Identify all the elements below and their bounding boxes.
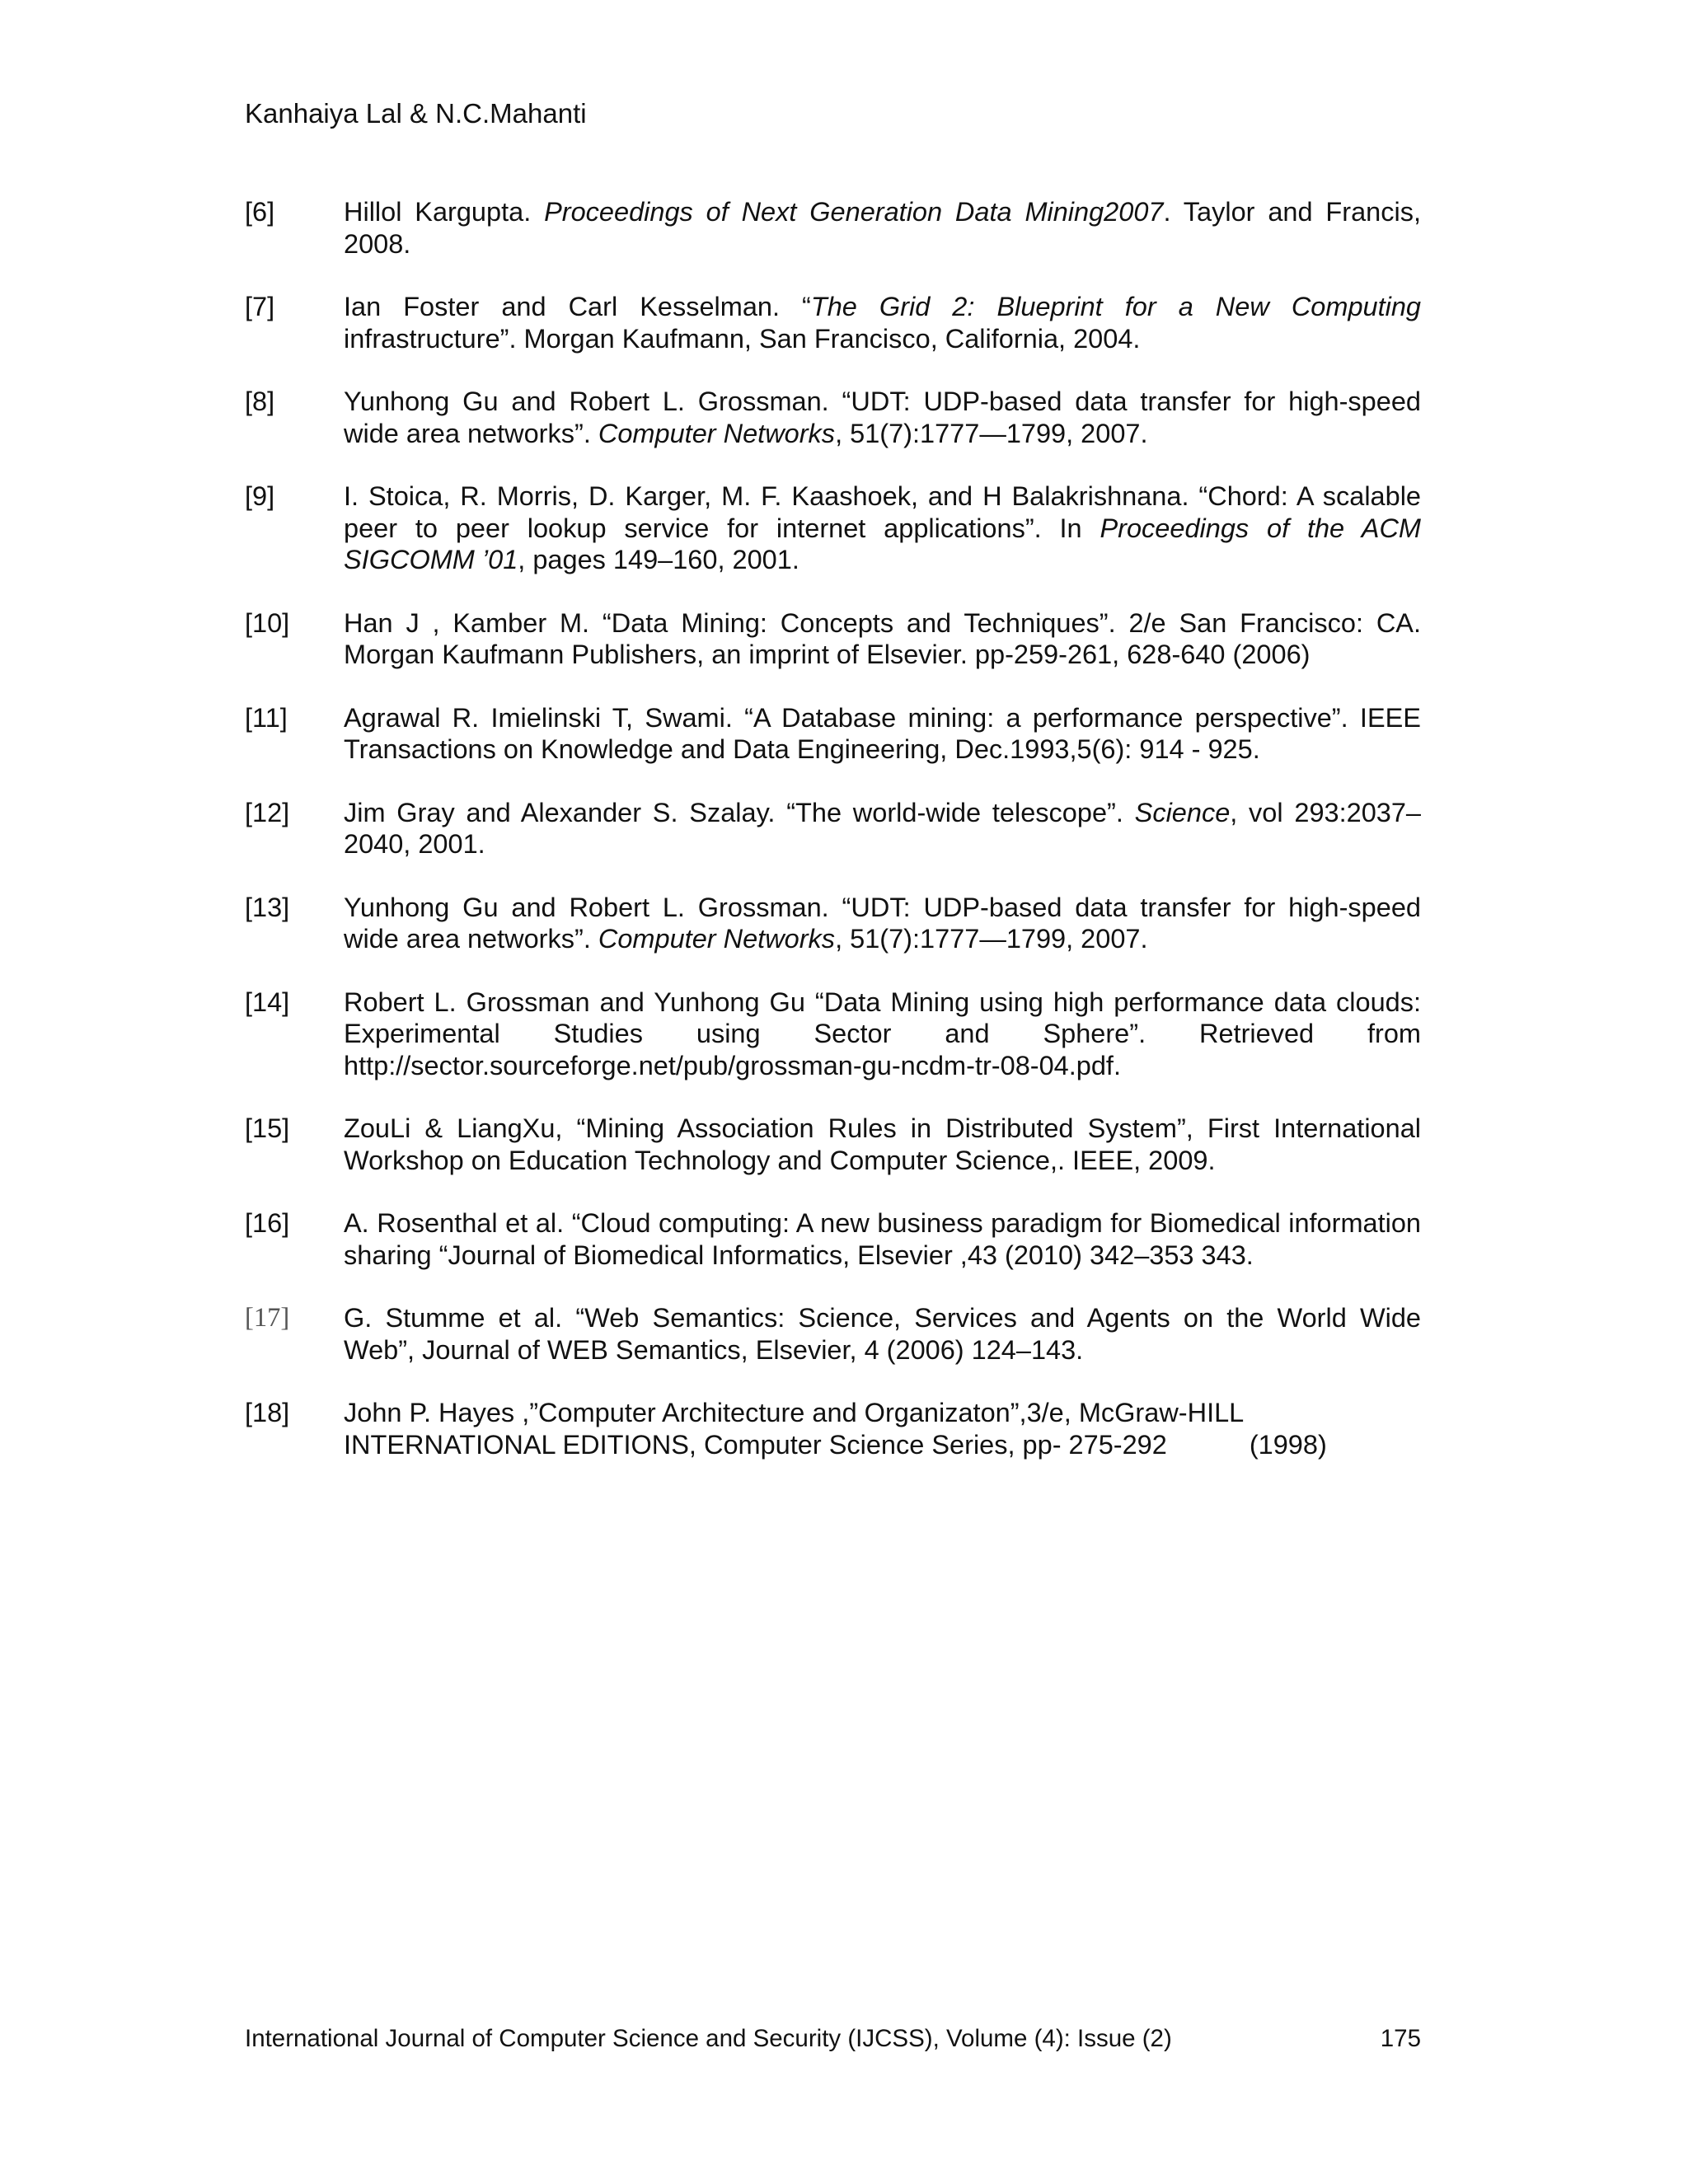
reference-text-part: (1998) (1249, 1429, 1327, 1460)
reference-text-part: infrastructure”. Morgan Kaufmann, San Francisco, California, 2004. (344, 323, 1141, 354)
reference-text (344, 607, 1421, 671)
reference-item (245, 607, 1421, 671)
reference-item (245, 480, 1421, 576)
reference-text (344, 480, 1421, 576)
reference-text-part: Yunhong Gu and Robert L. Grossman. “UDT: UDP-based data transfer for high-speed wide area networks”. (344, 892, 1421, 954)
reference-item (245, 196, 1421, 260)
reference-text (344, 196, 1421, 260)
reference-text (344, 1302, 1421, 1366)
reference-text (344, 1207, 1421, 1271)
reference-item (245, 1113, 1421, 1176)
reference-text-part: , 51(7):1777—1799, 2007. (835, 418, 1148, 448)
reference-item (245, 987, 1421, 1082)
reference-text-part: G. Stumme et al. “Web Semantics: Science, Services and Agents on the World Wide Web”, Journal of WEB Semantics, Elsevier, 4 (2006) 124–143. (344, 1303, 1421, 1365)
reference-text-part: , 51(7):1777—1799, 2007. (835, 924, 1148, 954)
reference-text-part: Jim Gray and Alexander S. Szalay. “The world-wide telescope”. (344, 797, 1135, 827)
reference-text (344, 291, 1421, 354)
reference-text (344, 702, 1421, 766)
reference-item (245, 1302, 1421, 1366)
reference-text (344, 987, 1421, 1082)
reference-text-part: A. Rosenthal et al. “Cloud computing: A new business paradigm for Biomedical information sharing “Journal of Biomedical Informatics, Elsevier ,43 (2010) 342–353 343. (344, 1208, 1421, 1270)
reference-text (344, 1113, 1421, 1176)
reference-number: [10] (245, 607, 290, 638)
reference-text-part: Yunhong Gu and Robert L. Grossman. “UDT: UDP-based data transfer for high-speed wide area networks”. (344, 387, 1421, 448)
reference-text-part: Han J , Kamber M. “Data Mining: Concepts and Techniques”. 2/e San Francisco: CA. Morgan Kaufmann Publishers, an imprint of Elsevier. pp-259-261, 628-640 (2006) (344, 607, 1421, 669)
reference-number: [12] (245, 797, 290, 827)
reference-text-part: , vol 293:2037–2040, 2001. (344, 797, 1422, 859)
reference-number: [9] (245, 481, 275, 511)
page-footer (245, 2024, 1421, 2054)
reference-text (344, 797, 1421, 860)
reference-number: [8] (245, 387, 275, 416)
reference-number: [18] (245, 1398, 290, 1427)
reference-italic-title: Proceedings of Next Generation Data Mining2007 (544, 197, 1164, 227)
reference-item (245, 291, 1421, 354)
reference-text-part: Ian Foster and Carl Kesselman. “ (344, 292, 811, 321)
reference-italic-title: Computer Networks (598, 924, 836, 954)
reference-item (245, 797, 1421, 860)
reference-text-part: Agrawal R. Imielinski T, Swami. “A Database mining: a performance perspective”. IEEE Transactions on Knowledge and Data Engineering, Dec.1993,5(6): 914 - 925. (344, 702, 1421, 764)
page-number: 175 (1380, 2025, 1421, 2052)
reference-text-part: . Taylor and Francis, 2008. (344, 197, 1421, 259)
reference-number: [15] (245, 1113, 290, 1143)
reference-text (344, 386, 1421, 449)
reference-number: [11] (245, 702, 288, 733)
reference-text-part: I. Stoica, R. Morris, D. Karger, M. F. Kaashoek, and H Balakrishnana. “Chord: A scalable peer to peer lookup service for internet applications”. In (344, 481, 1421, 543)
reference-item (245, 702, 1421, 766)
reference-item (245, 386, 1421, 449)
reference-italic-title: Proceedings of the ACM SIGCOMM ’01 (344, 513, 1421, 574)
reference-number: [6] (245, 197, 275, 227)
reference-item (245, 1397, 1421, 1460)
reference-item (245, 1207, 1421, 1271)
reference-text-part: John P. Hayes ,”Computer Architecture and Organizaton”,3/e, McGraw-HILL INTERNATIONAL EDITIONS, Computer Science Series, pp- 275-292 (344, 1398, 1244, 1460)
reference-number: [13] (245, 892, 290, 922)
reference-text (344, 1397, 1421, 1460)
reference-text (344, 892, 1421, 955)
reference-item (245, 892, 1421, 955)
reference-text-part: Robert L. Grossman and Yunhong Gu “Data Mining using high performance data clouds: Experimental Studies using Sector and Sphere”. Retrieved from http://sector.sourceforge.net/pub/grossman-gu-ncdm-tr-08-04.pdf. (344, 987, 1421, 1080)
reference-text-part: , pages 149–160, 2001. (518, 545, 799, 574)
reference-number: [16] (245, 1208, 290, 1238)
running-header: Kanhaiya Lal & N.C.Mahanti (245, 98, 587, 129)
reference-number: [14] (245, 987, 290, 1017)
reference-list (245, 196, 1421, 1492)
reference-text-part: Hillol Kargupta. (344, 197, 545, 227)
reference-number: [17] (245, 1303, 290, 1333)
reference-italic-title: The Grid 2: Blueprint for a New Computing (810, 292, 1421, 321)
reference-italic-title: Computer Networks (598, 418, 836, 448)
reference-number: [7] (245, 292, 275, 321)
footer-journal: International Journal of Computer Science and Security (IJCSS), Volume (4): Issue (2) (245, 2025, 1172, 2052)
reference-italic-title: Science (1134, 797, 1231, 827)
reference-text-part: ZouLi & LiangXu, “Mining Association Rules in Distributed System”, First International Workshop on Education Technology and Computer Science,. IEEE, 2009. (344, 1113, 1421, 1175)
